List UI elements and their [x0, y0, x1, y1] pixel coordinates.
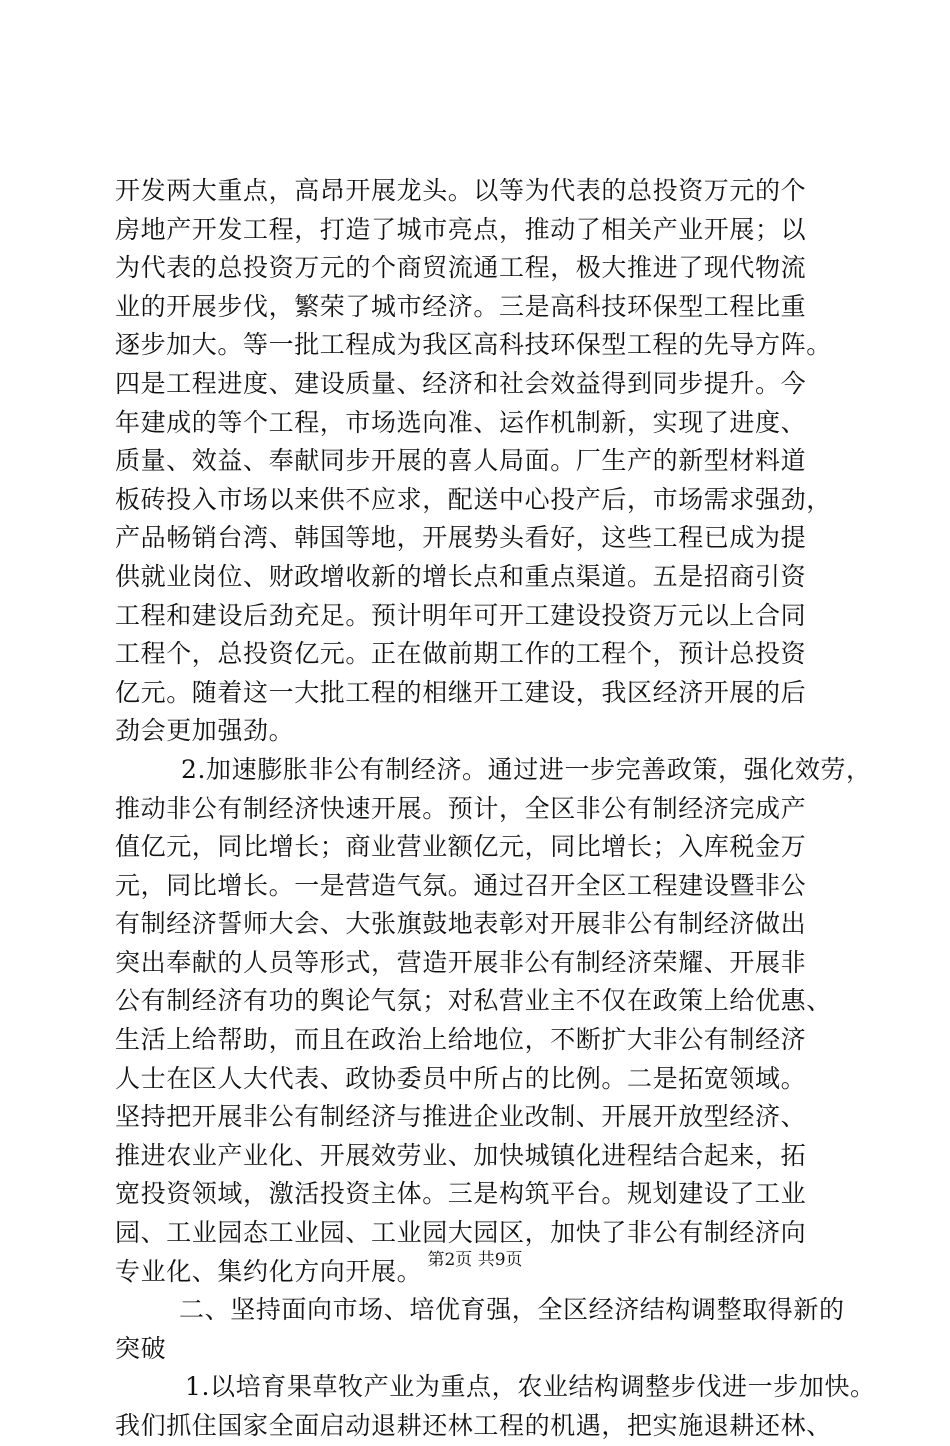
text-line: 生活上给帮助，而且在政治上给地位，不断扩大非公有制经济 — [115, 1025, 807, 1055]
text-line: 有制经济誓师大会、大张旗鼓地表彰对开展非公有制经济做出 — [115, 909, 807, 939]
text-line: 开发两大重点，高昂开展龙头。以等为代表的总投资万元的个 — [115, 176, 807, 205]
text-line: 元，同比增长。一是营造气氛。通过召开全区工程建设暨非公 — [115, 870, 807, 900]
text-line: 房地产开发工程，打造了城市亮点，推动了相关产业开展；以 — [115, 214, 807, 244]
text-line: 逐步加大。等一批工程成为我区高科技环保型工程的先导方阵。 — [115, 330, 832, 360]
text-line: 板砖投入市场以来供不应求，配送中心投产后，市场需求强劲， — [115, 484, 832, 514]
text-line: 年建成的等个工程，市场选向准、运作机制新，实现了进度、 — [115, 407, 807, 437]
text-line: 园、工业园态工业园、工业园大园区，加快了非公有制经济向 — [115, 1218, 807, 1248]
text-line: 推进农业产业化、开展效劳业、加快城镇化进程结合起来，拓 — [115, 1140, 807, 1170]
text-line: 供就业岗位、财政增收新的增长点和重点渠道。五是招商引资 — [115, 561, 807, 591]
text-line: 工程个，总投资亿元。正在做前期工作的工程个，预计总投资 — [115, 639, 807, 669]
text-line: 突出奉献的人员等形式，营造开展非公有制经济荣耀、开展非 — [115, 947, 807, 977]
text-line: 专业化、集约化方向开展。 — [115, 1256, 423, 1286]
paragraph-start-line: 1.以培育果草牧产业为重点，农业结构调整步伐进一步加快。 — [185, 1372, 876, 1402]
text-line: 工程和建设后劲充足。预计明年可开工建设投资万元以上合同 — [115, 600, 807, 630]
page-number-footer: 第2页 共9页 — [427, 1250, 523, 1270]
text-line: 亿元。随着这一大批工程的相继开工建设，我区经济开展的后 — [115, 677, 807, 707]
text-line: 产品畅销台湾、韩国等地，开展势头看好，这些工程已成为提 — [115, 523, 807, 553]
text-line: 我们抓住国家全面启动退耕还林工程的机遇，把实施退耕还林、 — [115, 1411, 832, 1440]
section-heading-line: 突破 — [115, 1333, 167, 1363]
text-line: 业的开展步伐，繁荣了城市经济。三是高科技环保型工程比重 — [115, 291, 807, 321]
text-line: 值亿元，同比增长；商业营业额亿元，同比增长；入库税金万 — [115, 832, 807, 862]
section-heading-line: 二、坚持面向市场、培优育强，全区经济结构调整取得新的 — [179, 1295, 845, 1325]
text-line: 公有制经济有功的舆论气氛；对私营业主不仅在政策上给优惠、 — [115, 986, 832, 1016]
text-line: 人士在区人大代表、政协委员中所占的比例。二是拓宽领域。 — [115, 1063, 807, 1093]
text-line: 宽投资领域，激活投资主体。三是构筑平台。规划建设了工业 — [115, 1179, 807, 1209]
text-line: 劲会更加强劲。 — [115, 716, 295, 746]
paragraph-start-line: 2.加速膨胀非公有制经济。通过进一步完善政策，强化效劳， — [181, 754, 872, 784]
text-line: 质量、效益、奉献同步开展的喜人局面。厂生产的新型材料道 — [115, 446, 807, 476]
text-line: 四是工程进度、建设质量、经济和社会效益得到同步提升。今 — [115, 368, 807, 398]
text-line: 推动非公有制经济快速开展。预计，全区非公有制经济完成产 — [115, 793, 807, 823]
text-line: 坚持把开展非公有制经济与推进企业改制、开展开放型经济、 — [115, 1102, 807, 1132]
text-line: 为代表的总投资万元的个商贸流通工程，极大推进了现代物流 — [115, 253, 807, 283]
